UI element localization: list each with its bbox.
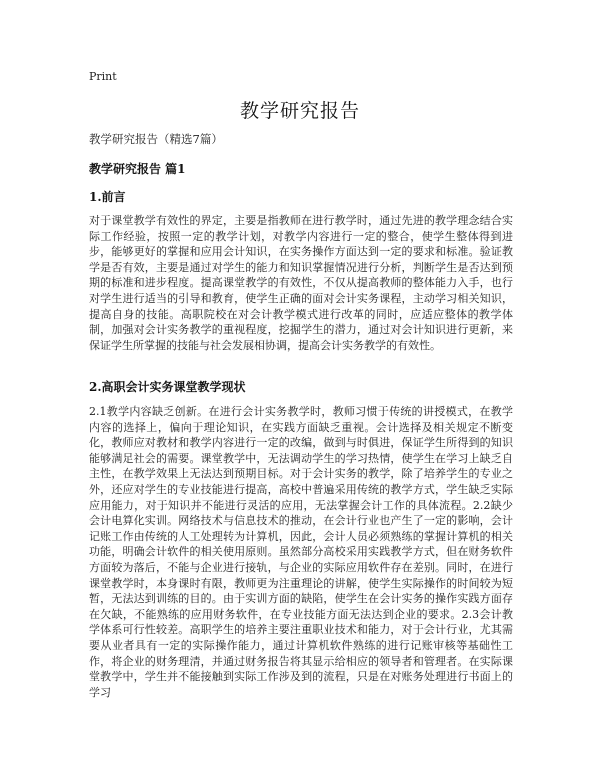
print-label: Print	[89, 70, 117, 83]
section-heading-status: 2.高职会计实务课堂教学现状	[89, 380, 246, 394]
page-title: 教学研究报告	[239, 100, 360, 122]
part-heading: 教学研究报告 篇1	[89, 162, 186, 176]
section-body-introduction: 对于课堂教学有效性的界定，主要是指教师在进行教学时，通过先进的教学理念结合实际工作经验，按照一定的教学计划，对教学内容进行一定的整合，使学生整体得到进步，能够更好的掌握和应用会计知识，在实务操作方面达到一定的要求和标准。验证教学是否有效，主要是通过对学生的能力和知识掌握情况进行分析，判断学生是否达到预期的标准和进步程度。提高课堂教学的有效性，不仅从提高教师的整体能力入手，也行对学生进行适当的引导和教育，使学生正确的面对会计实务课程，主动学习相关知识，提高自身的技能。高职院校在对会计教学模式进行改革的同时，应适应整体的教学体制，加强对会计实务教学的重视程度，挖掘学生的潜力，通过对会计知识进行更新，来保证学生所掌握的技能与社会发展相协调，提高会计实务教学的有效性。	[89, 214, 513, 352]
document-subtitle: 教学研究报告（精选7篇）	[89, 132, 223, 146]
section-heading-introduction: 1.前言	[89, 190, 126, 204]
section-body-status: 2.1教学内容缺乏创新。在进行会计实务教学时，教师习惯于传统的讲授模式，在教学内容的选择上，偏向于理论知识，在实践方面缺乏重视。会计选择及相关规定不断变化，教师应对教材和教学内容进行一定的改编，做到与时俱进，保证学生所得到的知识能够满足社会的需要。课堂教学中，无法调动学生的学习热情，使学生在学习上缺乏自主性，在教学效果上无法达到预期目标。对于会计实务的教学，除了培养学生的专业之外，还应对学生的专业技能进行提高，高校中普遍采用传统的教学方式，学生缺乏实际应用能力，对于知识并不能进行灵活的应用，无法掌握会计工作的具体流程。2.2缺少会计电算化实训。网络技术与信息技术的推动，在会计行业也产生了一定的影响，会计记账工作由传统的人工处理转为计算机，因此，会计人员必须熟练的掌握计算机的相关功能，明确会计软件的相关使用原则。虽然部分高校采用实践教学方式，但在财务软件方面较为落后，不能与企业进行接轨，与企业的实际应用软件存在差别。同时，在进行课堂教学时，本身课时有限，教师更为注重理论的讲解，使学生实际操作的时间较为短暂，无法达到训练的目的。由于实训方面的缺陷，使学生在会计实务的操作实践方面存在欠缺，不能熟练的应用财务软件，在专业技能方面无法达到企业的要求。2.3会计教学体系可行性较差。高职学生的培养主要注重职业技术和能力，对于会计行业，尤其需要从业者具有一定的实际操作能力，通过计算机软件熟练的进行记账审核等基础性工作，将企业的财务理清，并通过财务报告将其显示给相应的领导者和管理者。在实际课堂教学中，学生并不能接触到实际工作涉及到的流程，只是在对账务处理进行书面上的学习	[89, 405, 513, 699]
